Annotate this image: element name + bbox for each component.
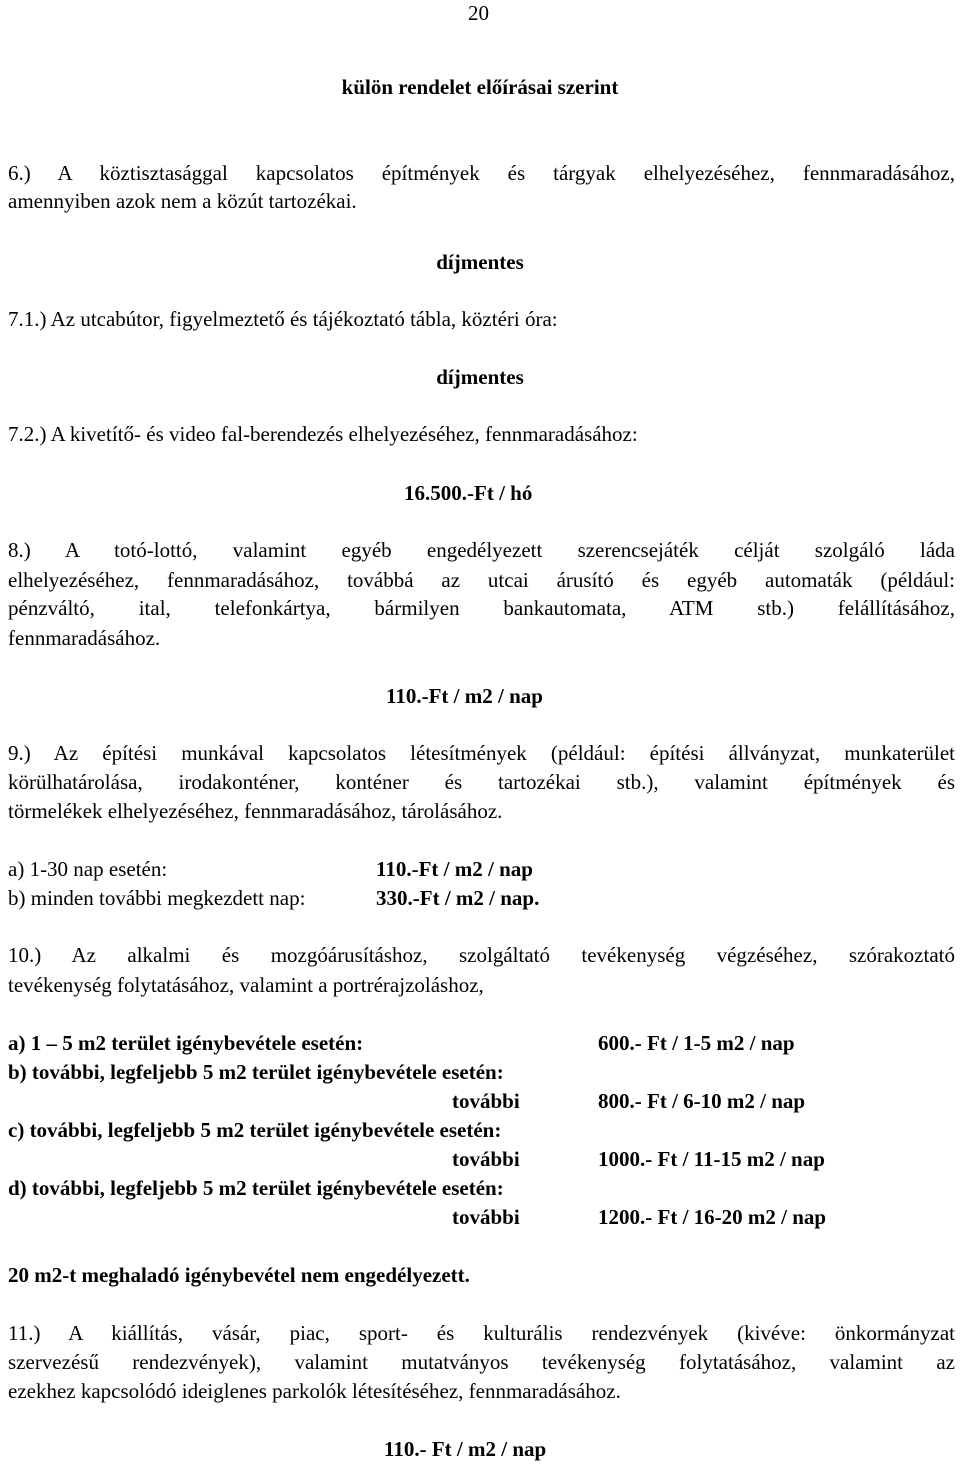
section-10-b-fee: 800.- Ft / 6-10 m2 / nap — [598, 1089, 806, 1113]
section-8-line-1: 8.) A totó-lottó, valamint egyéb engedélyezett szerencsejáték célját szolgáló láda — [8, 538, 955, 562]
section-8-line-2: elhelyezéséhez, fennmaradásához, továbbá az utcai árusító és egyéb automaták (például: — [8, 568, 955, 592]
section-10-line-2: tevékenység folytatásához, valamint a portrérajzoláshoz, — [8, 973, 484, 997]
section-10-a-fee: 600.- Ft / 1-5 m2 / nap — [598, 1031, 795, 1055]
section-8-fee: 110.-Ft / m2 / nap — [386, 684, 543, 708]
section-10-b-label: b) további, legfeljebb 5 m2 terület igénybevétele esetén: — [8, 1060, 504, 1084]
section-8-line-3: pénzváltó, ital, telefonkártya, bármilyen bankautomata, ATM stb.) felállításához, — [8, 596, 955, 620]
section-10-c-label: c) további, legfeljebb 5 m2 terület igénybevétele esetén: — [8, 1118, 502, 1142]
section-10-c-prefix: további — [452, 1147, 520, 1171]
section-7-1-text: 7.1.) Az utcabútor, figyelmeztető és tájékoztató tábla, köztéri óra: — [8, 307, 558, 331]
section-10-d-prefix: további — [452, 1205, 520, 1229]
section-8-line-4: fennmaradásához. — [8, 626, 161, 650]
section-11-line-1: 11.) A kiállítás, vásár, piac, sport- és kulturális rendezvények (kivéve: önkormányzat — [8, 1321, 955, 1345]
section-10-d-label: d) további, legfeljebb 5 m2 terület igénybevétele esetén: — [8, 1176, 504, 1200]
section-10-line-1: 10.) Az alkalmi és mozgóárusításhoz, szolgáltató tevékenység végzéséhez, szórakoztató — [8, 943, 955, 967]
section-9-a-label: a) 1-30 nap esetén: — [8, 857, 168, 881]
section-9-line-1: 9.) Az építési munkával kapcsolatos létesítmények (például: építési állványzat, munkaterület — [8, 741, 955, 765]
section-9-line-3: törmelékek elhelyezéséhez, fennmaradásához, tárolásához. — [8, 799, 503, 823]
section-10-limit: 20 m2-t meghaladó igénybevétel nem engedélyezett. — [8, 1263, 470, 1287]
section-10-b-prefix: további — [452, 1089, 520, 1113]
section-11-line-2: szervezésű rendezvények), valamint mutatványos tevékenység folytatásához, valamint az — [8, 1350, 955, 1374]
section-10-c-fee: 1000.- Ft / 11-15 m2 / nap — [598, 1147, 825, 1171]
section-6-fee: díjmentes — [436, 250, 524, 274]
section-11-fee: 110.- Ft / m2 / nap — [384, 1437, 547, 1461]
section-7-2-fee: 16.500.-Ft / hó — [404, 481, 533, 505]
section-9-b-fee: 330.-Ft / m2 / nap. — [376, 886, 540, 910]
section-11-line-3: ezekhez kapcsolódó ideiglenes parkolók létesítéséhez, fennmaradásához. — [8, 1379, 621, 1403]
section-9-b-label: b) minden további megkezdett nap: — [8, 886, 306, 910]
section-9-line-2: körülhatárolása, irodakonténer, konténer és tartozékai stb.), valamint építmények és — [8, 770, 955, 794]
section-7-2-text: 7.2.) A kivetítő- és video fal-berendezés elhelyezéséhez, fennmaradásához: — [8, 422, 638, 446]
section-9-a-fee: 110.-Ft / m2 / nap — [376, 857, 533, 881]
section-10-d-fee: 1200.- Ft / 16-20 m2 / nap — [598, 1205, 827, 1229]
section-6-line-1: 6.) A köztisztasággal kapcsolatos építmények és tárgyak elhelyezéséhez, fennmaradásához, — [8, 161, 955, 185]
section-7-1-fee: díjmentes — [436, 365, 524, 389]
heading: külön rendelet előírásai szerint — [341, 75, 619, 99]
section-10-a-label: a) 1 – 5 m2 terület igénybevétele esetén: — [8, 1031, 364, 1055]
section-6-line-2: amennyiben azok nem a közút tartozékai. — [8, 189, 357, 213]
page-number: 20 — [468, 1, 489, 25]
